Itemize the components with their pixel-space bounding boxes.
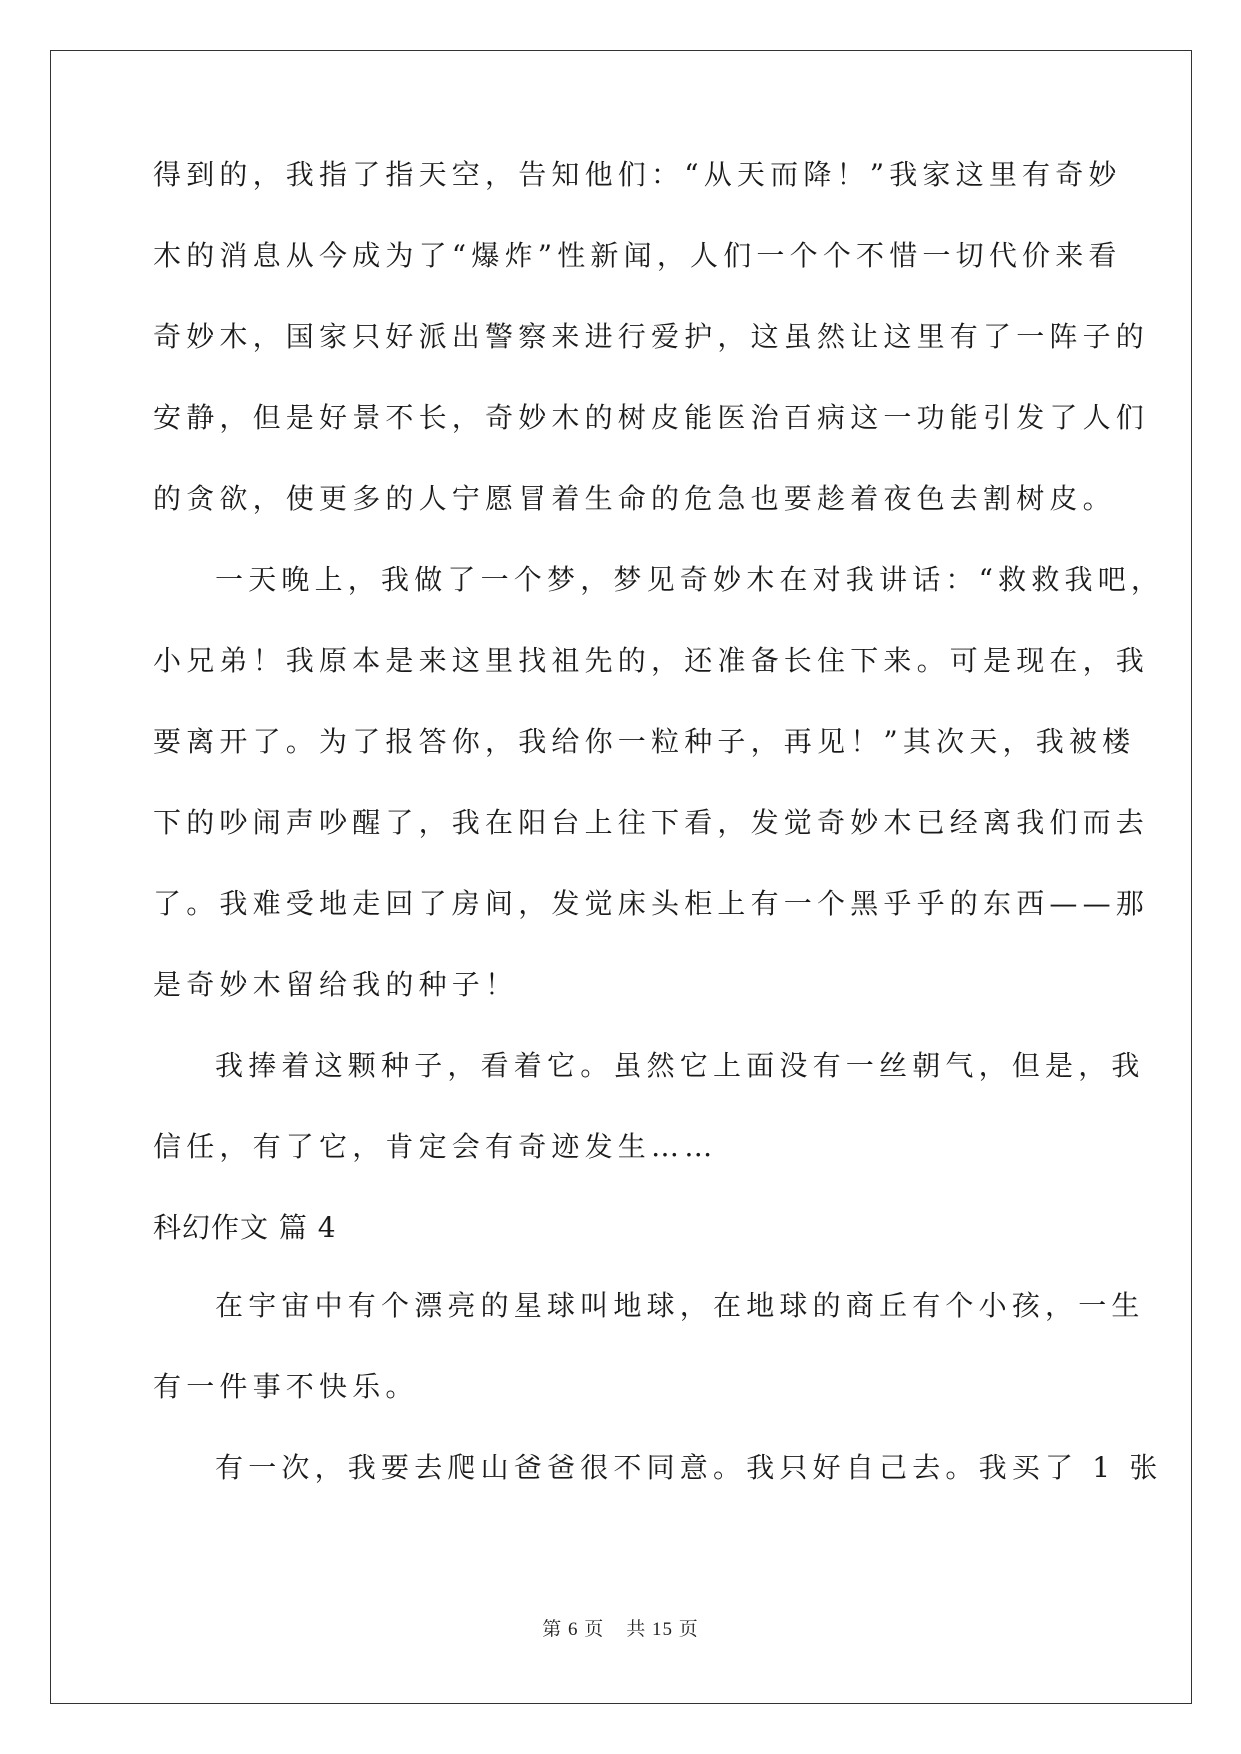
paragraph-line: 有一次，我要去爬山爸爸很不同意。我只好自己去。我买了 1 张 bbox=[215, 1451, 1163, 1484]
paragraph-line: 信任，有了它，肯定会有奇迹发生…… bbox=[153, 1130, 718, 1163]
paragraph-line: 木的消息从今成为了“爆炸”性新闻，人们一个个不惜一切代价来看 bbox=[153, 239, 1122, 272]
paragraph-line: 是奇妙木留给我的种子！ bbox=[153, 968, 519, 1001]
paragraph-line: 的贪欲，使更多的人宁愿冒着生命的危急也要趁着夜色去割树皮。 bbox=[153, 482, 1116, 515]
paragraph-line: 小兄弟！我原本是来这里找祖先的，还准备长住下来。可是现在，我 bbox=[153, 644, 1150, 677]
paragraph-line: 下的吵闹声吵醒了，我在阳台上往下看，发觉奇妙木已经离我们而去 bbox=[153, 806, 1150, 839]
paragraph-line: 一天晚上，我做了一个梦，梦见奇妙木在对我讲话：“救救我吧， bbox=[215, 563, 1165, 596]
paragraph-line: 安静，但是好景不长，奇妙木的树皮能医治百病这一功能引发了人们 bbox=[153, 401, 1150, 434]
page-total: 共 15 页 bbox=[626, 1619, 699, 1640]
page-footer bbox=[0, 1614, 1241, 1641]
paragraph-line: 奇妙木，国家只好派出警察来进行爱护，这虽然让这里有了一阵子的 bbox=[153, 320, 1150, 353]
page-number: 第 6 页 bbox=[542, 1619, 605, 1640]
paragraph-line: 在宇宙中有个漂亮的星球叫地球，在地球的商丘有个小孩，一生 bbox=[215, 1289, 1145, 1322]
paragraph-line: 得到的，我指了指天空，告知他们：“从天而降！”我家这里有奇妙 bbox=[153, 158, 1122, 191]
section-heading: 科幻作文 篇 4 bbox=[153, 1211, 337, 1244]
document-body bbox=[153, 155, 1165, 1529]
paragraph-line: 了。我难受地走回了房间，发觉床头柜上有一个黑乎乎的东西——那 bbox=[153, 887, 1150, 920]
paragraph-line: 要离开了。为了报答你，我给你一粒种子，再见！”其次天，我被楼 bbox=[153, 725, 1136, 758]
paragraph-line: 我捧着这颗种子，看着它。虽然它上面没有一丝朝气，但是，我 bbox=[215, 1049, 1145, 1082]
paragraph-line: 有一件事不快乐。 bbox=[153, 1370, 419, 1403]
